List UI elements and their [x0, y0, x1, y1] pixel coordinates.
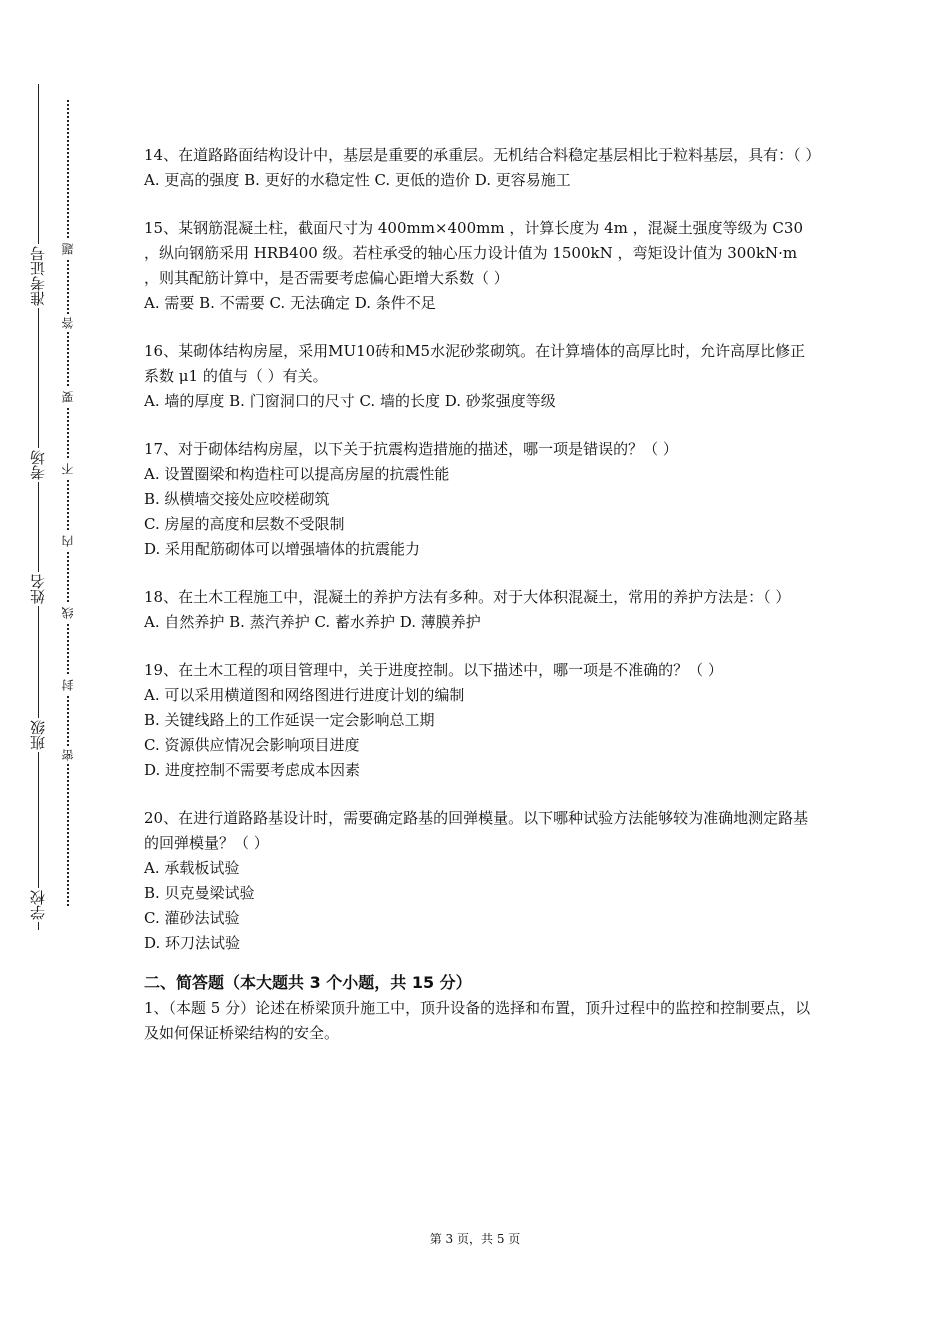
question-stem: 16、某砌体结构房屋，采用MU10砖和M5水泥砂浆砌筑。在计算墙体的高厚比时，允许高厚比修正系数 μ1 的值与（ ）有关。 — [144, 342, 806, 385]
question-stem: 14、在道路路面结构设计中，基层是重要的承重层。无机结合料稳定基层相比于粒料基层，具有：（ ） — [144, 146, 821, 164]
seal-char: 不 — [59, 460, 77, 478]
question-options: A. 需要 B. 不需要 C. 无法确定 D. 条件不足 — [144, 294, 436, 312]
option-c: C. 房屋的高度和层数不受限制 — [144, 515, 345, 533]
option-a: A. 设置圈梁和构造柱可以提高房屋的抗震性能 — [144, 465, 450, 483]
option-d: D. 环刀法试验 — [144, 934, 241, 952]
question-17 — [144, 437, 814, 562]
exam-content — [144, 143, 821, 1046]
seal-char: 线 — [59, 604, 77, 622]
short-answer-question-1: 1、（本题 5 分）论述在桥梁顶升施工中，顶升设备的选择和布置，顶升过程中的监控和控制要点，以及如何保证桥梁结构的安全。 — [144, 999, 811, 1042]
seal-char: 要 — [59, 388, 77, 406]
option-c: C. 灌砂法试验 — [144, 909, 240, 927]
question-20 — [144, 806, 814, 956]
seal-char: 封 — [59, 676, 77, 694]
seal-char: 题 — [59, 240, 77, 258]
option-a: A. 承载板试验 — [144, 859, 240, 877]
question-stem: 15、某钢筋混凝土柱，截面尺寸为 400mm×400mm ，计算长度为 4m ，混凝土强度等级为 C30 ，纵向钢筋采用 HRB400 级。若柱承受的轴心压力设计值为 1500kN ，弯矩设计值为 300kN·m ，则其配筋计算中，是否需要考虑偏心距增大系数（ ） — [144, 219, 803, 287]
field-label-exam-room: 考场 — [24, 448, 52, 482]
option-b: B. 关键线路上的工作延误一定会影响总工期 — [144, 711, 435, 729]
question-16 — [144, 339, 814, 414]
seal-dotted-line — [67, 100, 69, 906]
question-stem: 17、对于砌体结构房屋，以下关于抗震构造措施的描述，哪一项是错误的？（ ） — [144, 440, 678, 458]
seal-char: 密 — [59, 746, 77, 764]
seal-char: 内 — [59, 532, 77, 550]
section-short-answer — [144, 970, 814, 1046]
seal-char: 答 — [59, 314, 77, 332]
option-a: A. 可以采用横道图和网络图进行进度计划的编制 — [144, 686, 465, 704]
option-d: D. 采用配筋砌体可以增强墙体的抗震能力 — [144, 540, 421, 558]
option-c: C. 资源供应情况会影响项目进度 — [144, 736, 360, 754]
question-18 — [144, 585, 814, 635]
field-label-name: 姓名 — [24, 572, 52, 606]
field-label-class: 班级 — [24, 718, 52, 752]
page-footer: 第 3 页，共 5 页 — [429, 1232, 521, 1246]
option-d: D. 进度控制不需要考虑成本因素 — [144, 761, 361, 779]
binding-margin — [0, 0, 90, 1344]
binding-solid-line — [38, 84, 39, 930]
option-b: B. 纵横墙交接处应咬槎砌筑 — [144, 490, 330, 508]
option-b: B. 贝克曼梁试验 — [144, 884, 255, 902]
question-options: A. 墙的厚度 B. 门窗洞口的尺寸 C. 墙的长度 D. 砂浆强度等级 — [144, 392, 556, 410]
field-label-school: 学校 — [24, 888, 52, 922]
question-options: A. 自然养护 B. 蒸汽养护 C. 蓄水养护 D. 薄膜养护 — [144, 613, 481, 631]
question-options: A. 更高的强度 B. 更好的水稳定性 C. 更低的造价 D. 更容易施工 — [144, 171, 571, 189]
question-19 — [144, 658, 814, 783]
question-stem: 20、在进行道路路基设计时，需要确定路基的回弹模量。以下哪种试验方法能够较为准确地测定路基的回弹模量？（ ） — [144, 809, 809, 852]
question-stem: 19、在土木工程的项目管理中，关于进度控制。以下描述中，哪一项是不准确的？（ ） — [144, 661, 723, 679]
question-15 — [144, 216, 814, 316]
field-label-exam-number: 准考证号 — [24, 244, 52, 308]
question-14 — [144, 143, 821, 193]
section-title: 二、简答题（本大题共 3 个小题，共 15 分） — [144, 973, 472, 992]
question-stem: 18、在土木工程施工中，混凝土的养护方法有多种。对于大体积混凝土，常用的养护方法是：（ ） — [144, 588, 791, 606]
